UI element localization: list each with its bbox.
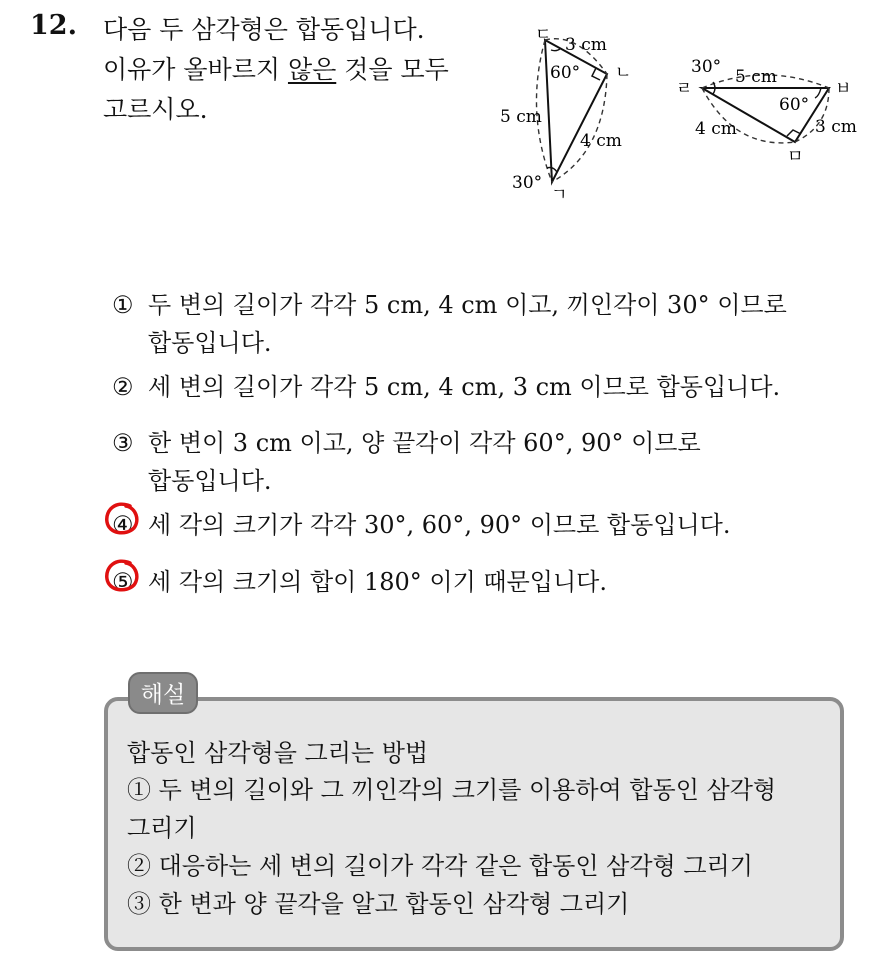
option-1-number: ①	[112, 291, 134, 319]
angle-top-label: 60°	[550, 63, 581, 83]
vertex-m: ㅁ	[787, 147, 804, 167]
explanation-line-4: ② 대응하는 세 변의 길이가 각각 같은 합동인 삼각형 그리기	[127, 852, 753, 880]
option-4-number: ④	[112, 511, 134, 539]
vertex-g: ㄱ	[551, 185, 568, 202]
side-right-label: 4 cm	[580, 131, 622, 151]
question-line-3: 고르시오.	[103, 95, 208, 124]
side-top-label: 3 cm	[565, 35, 607, 55]
triangle-2	[676, 57, 857, 167]
t2-side-left-label: 4 cm	[695, 119, 737, 139]
triangles-figure	[495, 22, 875, 202]
option-1-continued: 합동입니다.	[148, 329, 272, 357]
question-number: 12.	[30, 10, 77, 41]
question-line-2-end: 것을 모두	[336, 55, 449, 84]
triangle-1-shape	[545, 40, 607, 182]
option-2-line-1: 세 변의 길이가 각각 5 cm, 4 cm, 3 cm 이므로 합동입니다.	[148, 373, 781, 401]
t2-side-top-label: 5 cm	[735, 67, 777, 87]
vertex-r: ㄹ	[676, 79, 693, 99]
question-line-2	[103, 50, 449, 86]
explanation-line-3: 그리기	[127, 814, 197, 842]
option-3-line-1: 한 변이 3 cm 이고, 양 끝각이 각각 60°, 90° 이므로	[148, 429, 701, 457]
explanation-tag: 해설	[128, 672, 198, 714]
vertex-b: ㅂ	[835, 79, 852, 99]
option-1-line-1: 두 변의 길이가 각각 5 cm, 4 cm 이고, 끼인각이 30° 이므로	[148, 291, 787, 319]
option-4-line-1: 세 각의 크기가 각각 30°, 60°, 90° 이므로 합동입니다.	[148, 511, 731, 539]
side-left-label: 5 cm	[500, 107, 542, 127]
option-1[interactable]	[112, 285, 787, 320]
option-4-selected-mark	[102, 500, 140, 538]
option-3-number: ③	[112, 429, 134, 457]
triangle-1-angle-top-arc	[551, 48, 561, 51]
triangle-2-angle-right-arc	[815, 88, 821, 98]
option-5-selected-mark	[102, 557, 140, 595]
option-5[interactable]	[112, 562, 607, 597]
option-5-number: ⑤	[112, 568, 134, 596]
t2-side-right-label: 3 cm	[815, 117, 857, 137]
explanation-line-5: ③ 한 변과 양 끝각을 알고 합동인 삼각형 그리기	[127, 890, 630, 918]
option-4[interactable]	[112, 505, 730, 540]
t2-angle-right-label: 60°	[779, 95, 810, 115]
option-2-number: ②	[112, 373, 134, 401]
option-2[interactable]	[112, 367, 780, 402]
option-5-line-1: 세 각의 크기의 합이 180° 이기 때문입니다.	[148, 568, 607, 596]
vertex-d: ㄷ	[535, 25, 552, 45]
angle-bottom-label: 30°	[512, 173, 543, 193]
triangle-1	[500, 25, 631, 202]
explanation-line-2: ① 두 변의 길이와 그 끼인각의 크기를 이용하여 합동인 삼각형	[127, 776, 777, 804]
question-line-1: 다음 두 삼각형은 합동입니다.	[103, 15, 425, 44]
option-3-continued: 합동입니다.	[148, 467, 272, 495]
option-3[interactable]	[112, 423, 701, 458]
vertex-n: ㄴ	[615, 63, 632, 83]
underlined-word: 않은	[287, 55, 337, 84]
t2-angle-left-label: 30°	[691, 57, 722, 77]
question-line-2-start: 이유가 올바르지	[103, 55, 288, 84]
explanation-line-1: 합동인 삼각형을 그리는 방법	[127, 739, 429, 767]
